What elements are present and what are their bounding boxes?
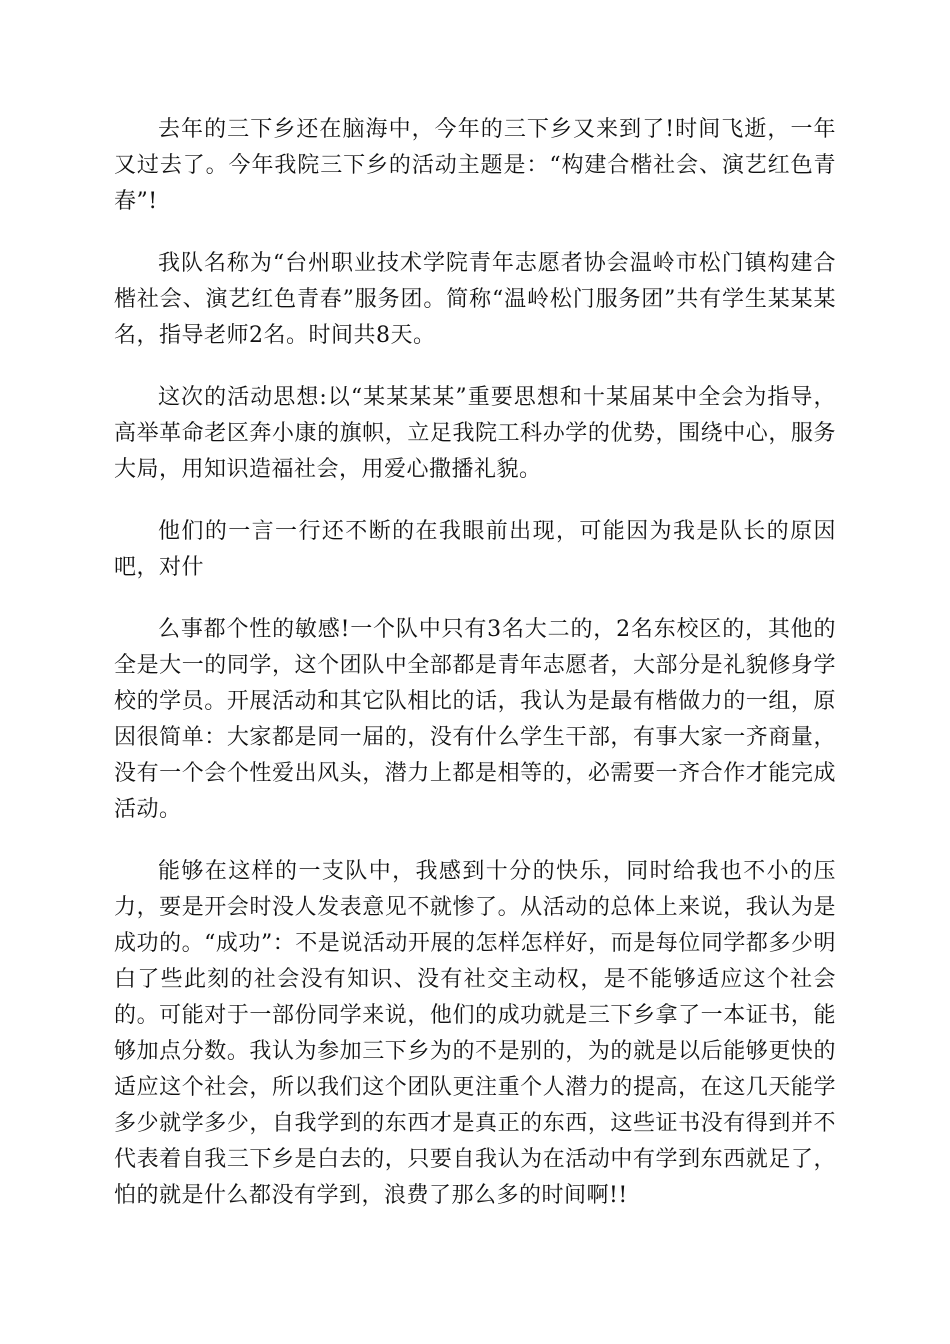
paragraph-2: 我队名称为“台州职业技术学院青年志愿者协会温岭市松门镇构建合楷社会、演艺红色青春”服务团。简称“温岭松门服务团”共有学生某某某名，指导老师2名。时间共8天。 — [114, 251, 836, 348]
paragraph-4: 他们的一言一行还不断的在我眼前出现，可能因为我是队长的原因吧，对什 — [114, 519, 836, 580]
document-body — [114, 112, 836, 1242]
paragraph-1: 去年的三下乡还在脑海中，今年的三下乡又来到了!时间飞逝，一年又过去了。今年我院三下乡的活动主题是：“构建合楷社会、演艺红色青春”! — [114, 117, 836, 214]
paragraph-5: 么事都个性的敏感!一个队中只有3名大二的，2名东校区的，其他的全是大一的同学，这个团队中全部都是青年志愿者，大部分是礼貌修身学校的学员。开展活动和其它队相比的话，我认为是最有楷做力的一组，原因很简单：大家都是同一届的，没有什么学生干部，有事大家一齐商量，没有一个会个性爱出风头，潜力上都是相等的，必需要一齐合作才能完成活动。 — [114, 617, 836, 822]
paragraph-6: 能够在这样的一支队中，我感到十分的快乐，同时给我也不小的压力，要是开会时没人发表意见不就惨了。从活动的总体上来说，我认为是成功的。“成功”：不是说活动开展的怎样怎样好，而是每位同学都多少明白了些此刻的社会没有知识、没有社交主动权，是不能够适应这个社会的。可能对于一部份同学来说，他们的成功就是三下乡拿了一本证书，能够加点分数。我认为参加三下乡为的不是别的，为的就是以后能够更快的适应这个社会，所以我们这个团队更注重个人潜力的提高，在这几天能学多少就学多少，自我学到的东西才是真正的东西，这些证书没有得到并不代表着自我三下乡是白去的，只要自我认为在活动中有学到东西就足了，怕的就是什么都没有学到，浪费了那么多的时间啊!! — [114, 859, 836, 1208]
paragraph-3: 这次的活动思想:以“某某某某”重要思想和十某届某中全会为指导，高举革命老区奔小康的旗帜，立足我院工科办学的优势，围绕中心，服务大局，用知识造福社会，用爱心撒播礼貌。 — [114, 385, 836, 482]
